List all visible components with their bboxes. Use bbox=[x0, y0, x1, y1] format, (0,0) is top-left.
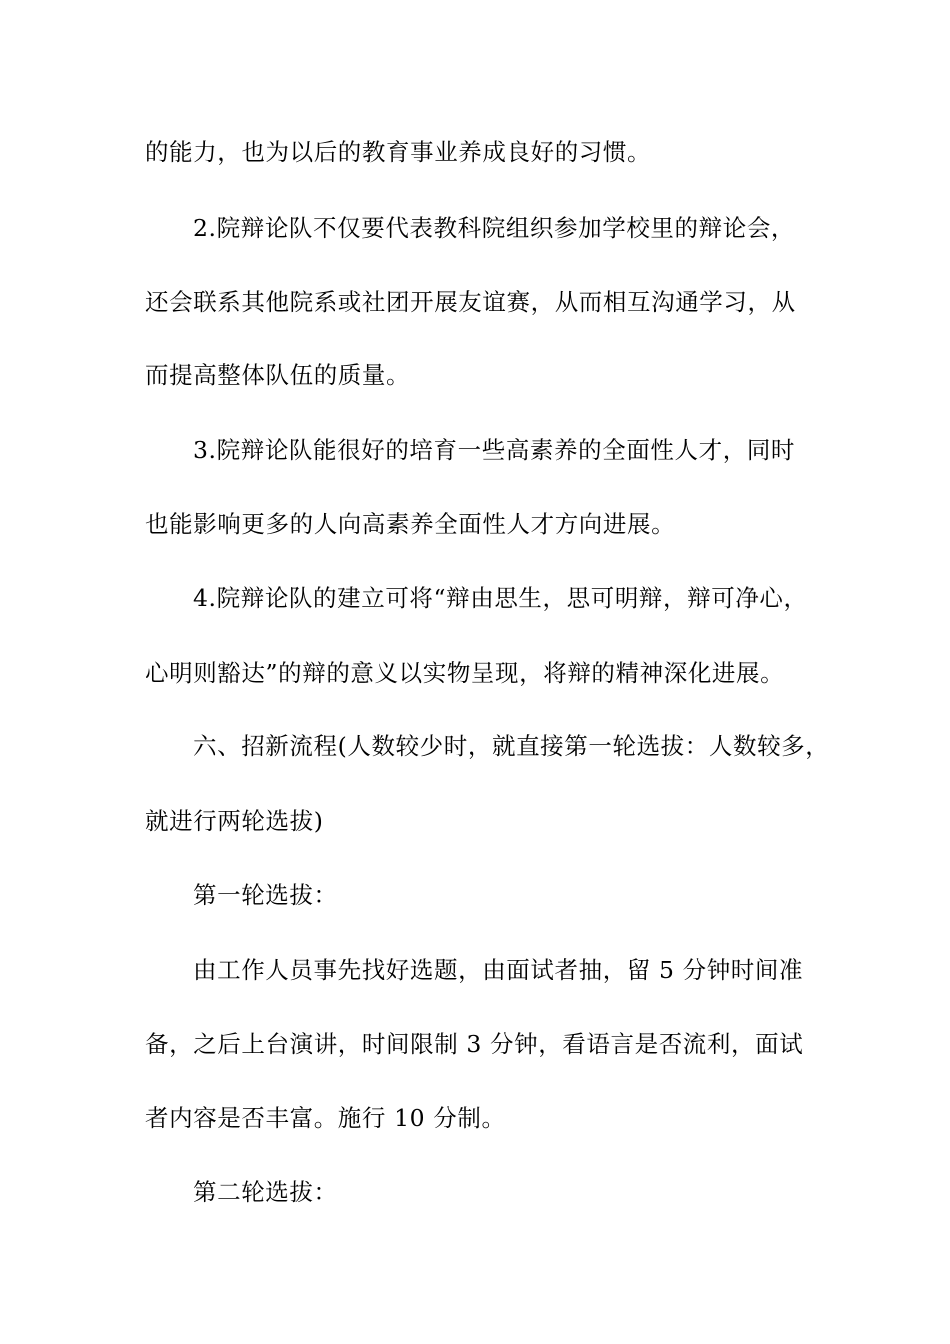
paragraph-line: 还会联系其他院系或社团开展友谊赛，从而相互沟通学习，从 bbox=[145, 288, 796, 316]
paragraph-line: 也能影响更多的人向高素养全面性人才方向进展。 bbox=[145, 510, 676, 538]
paragraph-line: 的能力，也为以后的教育事业养成良好的习惯。 bbox=[145, 138, 652, 166]
section-heading-line: 六、招新流程(人数较少时，就直接第一轮选拔：人数较多， bbox=[193, 732, 830, 760]
paragraph-line: 2.院辩论队不仅要代表教科院组织参加学校里的辩论会， bbox=[193, 214, 796, 242]
subheading-round-two: 第二轮选拔： bbox=[193, 1178, 338, 1206]
subheading-round-one: 第一轮选拔： bbox=[193, 881, 338, 909]
paragraph-line: 就进行两轮选拔) bbox=[145, 807, 324, 835]
paragraph-line: 备，之后上台演讲，时间限制 3 分钟，看语言是否流利，面试 bbox=[145, 1030, 804, 1058]
paragraph-line: 由工作人员事先找好选题，由面试者抽，留 5 分钟时间准 bbox=[193, 956, 804, 984]
paragraph-line: 心明则豁达”的辩的意义以实物呈现，将辩的精神深化进展。 bbox=[145, 659, 785, 687]
paragraph-line: 者内容是否丰富。施行 10 分制。 bbox=[145, 1104, 506, 1132]
paragraph-line: 4.院辩论队的建立可将“辩由思生，思可明辩，辩可净心， bbox=[193, 584, 808, 612]
paragraph-line: 而提高整体队伍的质量。 bbox=[145, 361, 411, 389]
paragraph-line: 3.院辩论队能很好的培育一些高素养的全面性人才，同时 bbox=[193, 436, 796, 464]
